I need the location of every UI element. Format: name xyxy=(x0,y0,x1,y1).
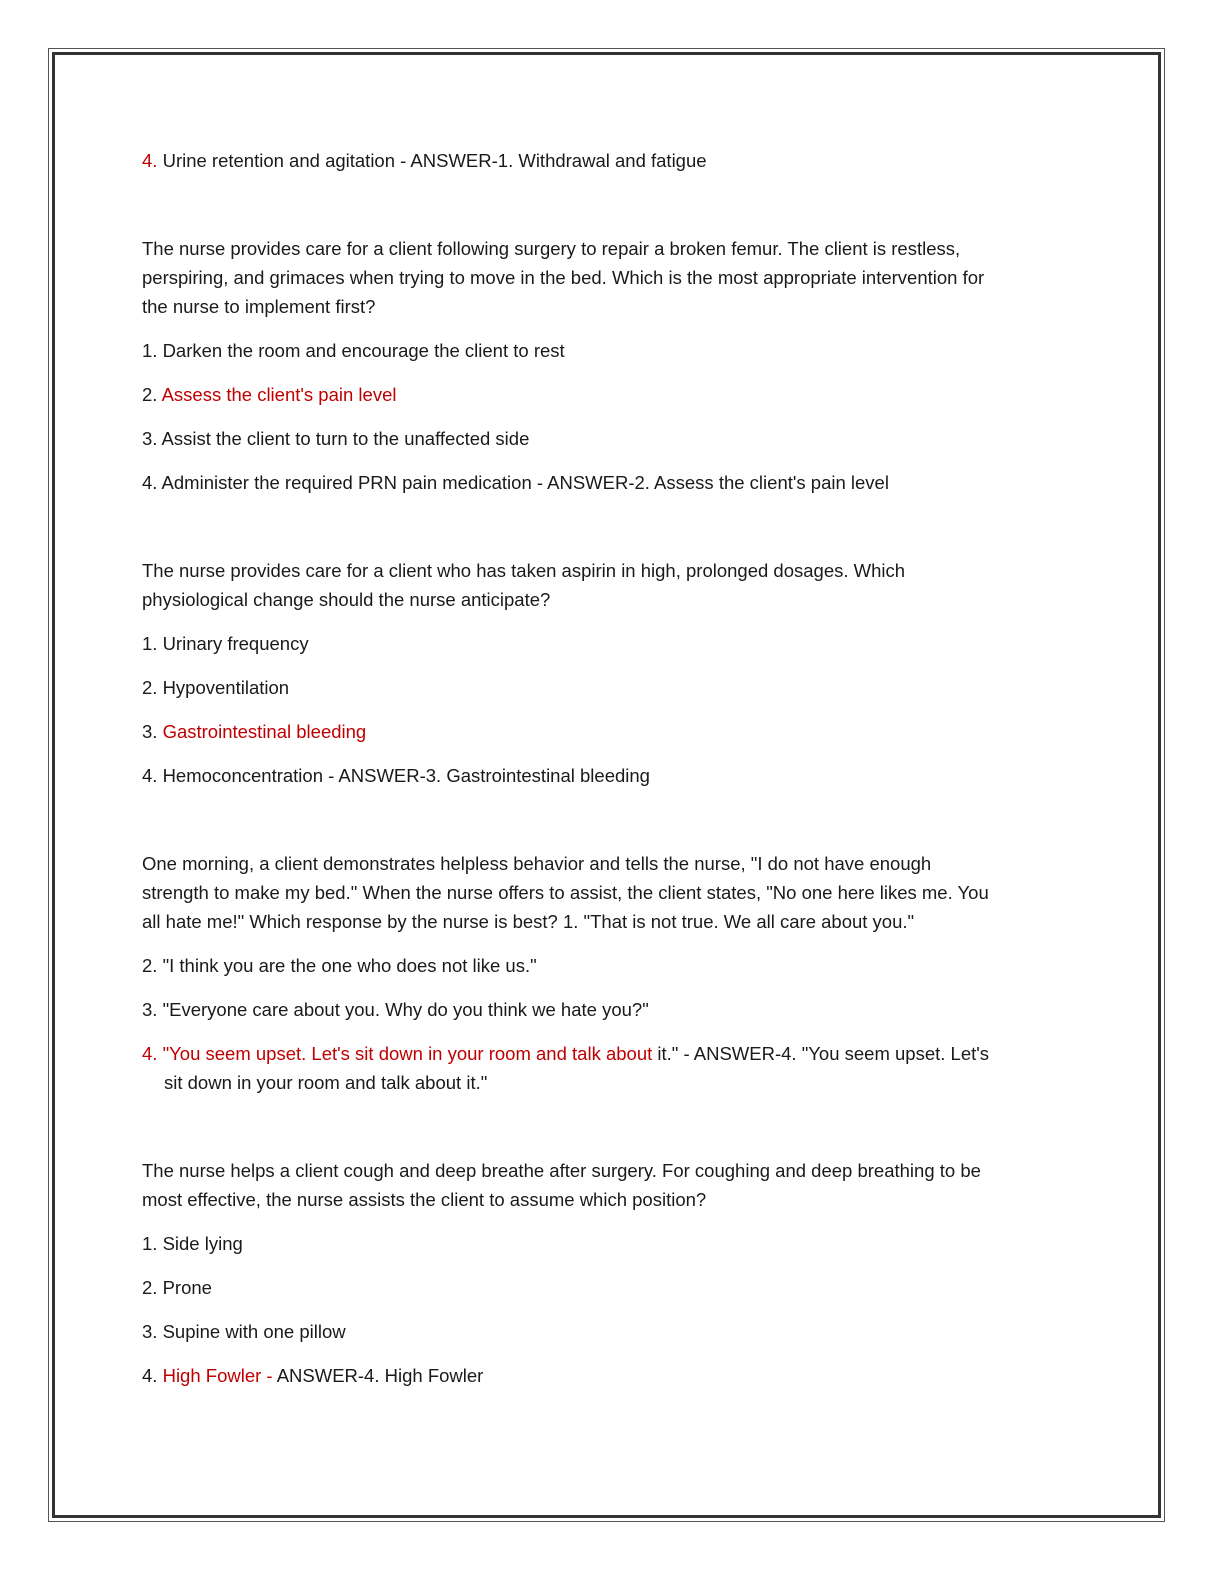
question-2-line-1: The nurse provides care for a client who has taken aspirin in high, prolonged dosages. Which xyxy=(142,560,906,581)
question-3-option-4-highlight: "You seem upset. Let's sit down in your room and talk about xyxy=(162,1043,653,1064)
question-2-option-3-text: Gastrointestinal bleeding xyxy=(162,721,367,742)
question-2-option-3-number: 3. xyxy=(142,721,163,742)
question-4-option-2: 2. Prone xyxy=(142,1277,212,1298)
question-3-line-1: One morning, a client demonstrates helpless behavior and tells the nurse, "I do not have enough xyxy=(142,853,932,874)
question-4-option-4 xyxy=(142,1361,1082,1390)
question-2-option-2: 2. Hypoventilation xyxy=(142,677,290,698)
question-3-option-4-line-1 xyxy=(142,1039,1082,1068)
question-4-line-1: The nurse helps a client cough and deep breathe after surgery. For coughing and deep breathing to be xyxy=(142,1160,981,1181)
question-4-option-4-number: 4. xyxy=(142,1365,163,1386)
question-3-option-4 xyxy=(142,1039,1082,1097)
document-content xyxy=(142,146,1082,1390)
question-2-option-3 xyxy=(142,717,1082,746)
question-1-option-2 xyxy=(142,380,1082,409)
question-4 xyxy=(142,1156,1082,1390)
question-1 xyxy=(142,234,1082,497)
question-4-option-4-highlight: High Fowler - xyxy=(162,1365,273,1386)
question-1-option-1: 1. Darken the room and encourage the client to rest xyxy=(142,340,565,361)
question-1-option-3: 3. Assist the client to turn to the unaffected side xyxy=(142,428,530,449)
question-1-option-2-number: 2. xyxy=(142,384,162,405)
question-3-option-3: 3. "Everyone care about you. Why do you think we hate you?" xyxy=(142,999,649,1020)
question-3-option-4-number: 4. xyxy=(142,1043,163,1064)
question-2 xyxy=(142,556,1082,790)
question-3-option-4-rest: it." - ANSWER-4. "You seem upset. Let's xyxy=(652,1043,990,1064)
question-3 xyxy=(142,849,1082,1097)
top-item-text: Urine retention and agitation - ANSWER-1. Withdrawal and fatigue xyxy=(157,150,707,171)
question-3-line-3: all hate me!" Which response by the nurse is best? 1. "That is not true. We all care about you." xyxy=(142,911,915,932)
question-2-line-2: physiological change should the nurse anticipate? xyxy=(142,589,551,610)
question-2-option-4: 4. Hemoconcentration - ANSWER-3. Gastrointestinal bleeding xyxy=(142,765,650,786)
question-1-option-2-text: Assess the client's pain level xyxy=(161,384,397,405)
top-answer-line xyxy=(142,146,1082,175)
question-3-option-4-line-2: sit down in your room and talk about it." xyxy=(164,1072,488,1093)
question-3-line-2: strength to make my bed." When the nurse offers to assist, the client states, "No one here likes me. You xyxy=(142,882,989,903)
question-1-line-2: perspiring, and grimaces when trying to move in the bed. Which is the most appropriate intervention for xyxy=(142,267,985,288)
question-1-option-4: 4. Administer the required PRN pain medication - ANSWER-2. Assess the client's pain level xyxy=(142,472,889,493)
question-4-option-4-rest: ANSWER-4. High Fowler xyxy=(272,1365,484,1386)
question-4-option-1: 1. Side lying xyxy=(142,1233,243,1254)
question-4-line-2: most effective, the nurse assists the client to assume which position? xyxy=(142,1189,707,1210)
question-3-option-2: 2. "I think you are the one who does not like us." xyxy=(142,955,537,976)
question-2-option-1: 1. Urinary frequency xyxy=(142,633,309,654)
question-1-line-3: the nurse to implement first? xyxy=(142,296,376,317)
top-item-number: 4. xyxy=(142,150,158,171)
question-4-option-3: 3. Supine with one pillow xyxy=(142,1321,346,1342)
question-1-line-1: The nurse provides care for a client following surgery to repair a broken femur. The client is restless, xyxy=(142,238,961,259)
